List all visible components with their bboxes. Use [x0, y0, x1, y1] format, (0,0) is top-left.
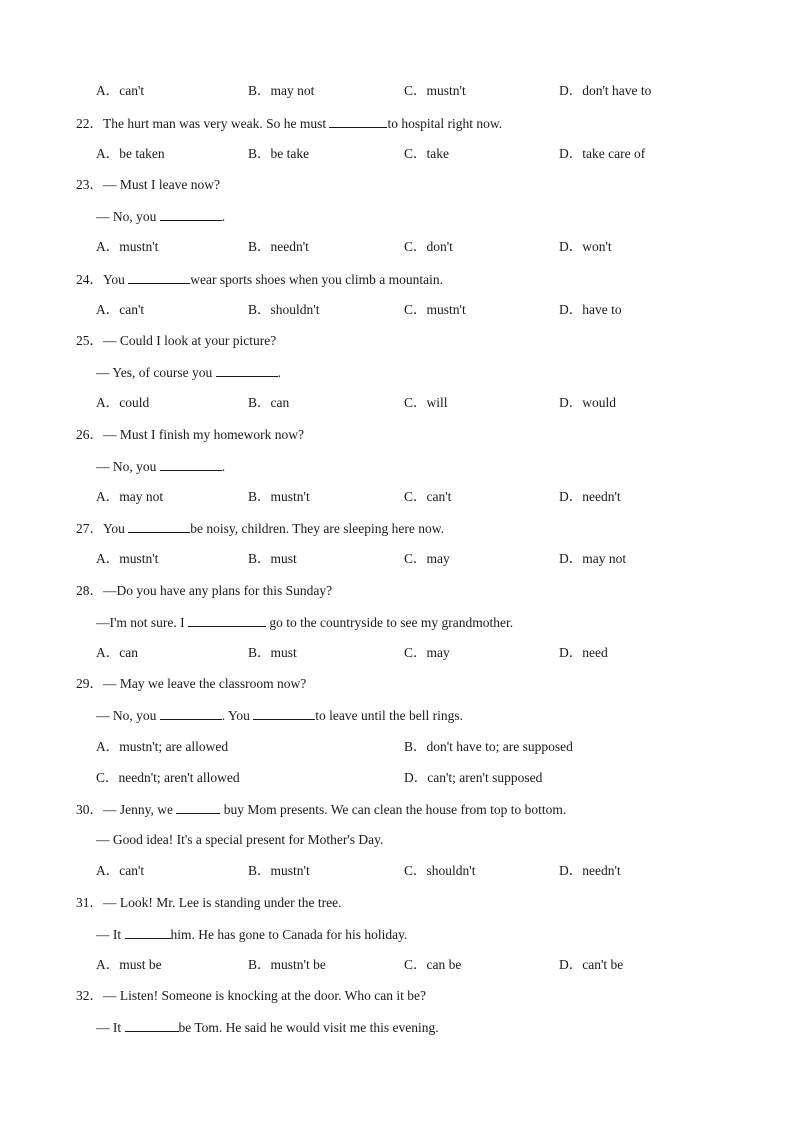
- q29-option-b: B．don't have to; are supposed: [404, 739, 573, 754]
- answer-blank: [160, 458, 222, 471]
- q24-option-b: B．shouldn't: [248, 302, 320, 317]
- q28-option-a: A．can: [96, 645, 138, 660]
- q25-option-c: C．will: [404, 395, 448, 410]
- answer-blank: [176, 801, 220, 814]
- q24-stem: 24．You wear sports shoes when you climb a mountain.: [76, 272, 443, 287]
- q31-stem: 31．— Look! Mr. Lee is standing under the tree.: [76, 895, 342, 910]
- q32-reply: — It be Tom. He said he would visit me this evening.: [96, 1020, 439, 1035]
- q27-option-b: B．must: [248, 551, 297, 566]
- q32-stem: 32．— Listen! Someone is knocking at the door. Who can it be?: [76, 988, 426, 1003]
- answer-blank: [160, 208, 222, 221]
- answer-blank: [128, 271, 190, 284]
- q30-option-a: A．can't: [96, 863, 145, 878]
- answer-blank: [125, 926, 171, 939]
- answer-blank: [128, 520, 190, 533]
- q23-option-d: D．won't: [559, 239, 612, 254]
- q26-reply: — No, you .: [96, 459, 226, 474]
- q29-reply: — No, you . You to leave until the bell rings.: [96, 708, 463, 723]
- answer-blank: [188, 614, 266, 627]
- answer-blank: [125, 1019, 179, 1032]
- q24-option-c: C．mustn't: [404, 302, 466, 317]
- q31-option-c: C．can be: [404, 957, 462, 972]
- q24-option-a: A．can't: [96, 302, 145, 317]
- q23-stem: 23．— Must I leave now?: [76, 177, 220, 192]
- q22-option-c: C．take: [404, 146, 449, 161]
- q26-option-c: C．can't: [404, 489, 452, 504]
- q30-option-d: D．needn't: [559, 863, 621, 878]
- q24-option-d: D．have to: [559, 302, 622, 317]
- q28-reply: —I'm not sure. I go to the countryside to see my grandmother.: [96, 615, 514, 630]
- q21-option-d: D．don't have to: [559, 83, 652, 98]
- q31-reply: — It him. He has gone to Canada for his holiday.: [96, 927, 408, 942]
- q25-stem: 25．— Could I look at your picture?: [76, 333, 277, 348]
- q25-option-d: D．would: [559, 395, 616, 410]
- q23-option-c: C．don't: [404, 239, 453, 254]
- q31-option-a: A．must be: [96, 957, 162, 972]
- q26-option-d: D．needn't: [559, 489, 621, 504]
- q26-option-b: B．mustn't: [248, 489, 310, 504]
- q21-option-a: A．can't: [96, 83, 145, 98]
- q30-reply: — Good idea! It's a special present for Mother's Day.: [96, 832, 384, 847]
- q26-option-a: A．may not: [96, 489, 164, 504]
- q28-option-d: D．need: [559, 645, 608, 660]
- q23-option-b: B．needn't: [248, 239, 309, 254]
- q22-option-d: D．take care of: [559, 146, 646, 161]
- q22-option-a: A．be taken: [96, 146, 165, 161]
- q26-stem: 26．— Must I finish my homework now?: [76, 427, 304, 442]
- q27-option-d: D．may not: [559, 551, 627, 566]
- q27-option-a: A．mustn't: [96, 551, 159, 566]
- q28-option-c: C．may: [404, 645, 450, 660]
- q22-stem: 22．The hurt man was very weak. So he must to hospital right now.: [76, 116, 503, 131]
- q25-option-a: A．could: [96, 395, 150, 410]
- answer-blank: [329, 115, 387, 128]
- q31-option-b: B．mustn't be: [248, 957, 326, 972]
- q25-reply: — Yes, of course you .: [96, 365, 281, 380]
- answer-blank: [160, 707, 222, 720]
- q23-option-a: A．mustn't: [96, 239, 159, 254]
- q29-option-a: A．mustn't; are allowed: [96, 739, 229, 754]
- q28-option-b: B．must: [248, 645, 297, 660]
- q23-reply: — No, you .: [96, 209, 226, 224]
- q30-option-b: B．mustn't: [248, 863, 310, 878]
- q27-stem: 27．You be noisy, children. They are sleeping here now.: [76, 521, 444, 536]
- q27-option-c: C．may: [404, 551, 450, 566]
- q21-option-b: B．may not: [248, 83, 315, 98]
- q25-option-b: B．can: [248, 395, 290, 410]
- q29-stem: 29．— May we leave the classroom now?: [76, 676, 307, 691]
- answer-blank: [253, 707, 315, 720]
- q28-stem: 28．—Do you have any plans for this Sunday?: [76, 583, 333, 598]
- q29-option-c: C．needn't; aren't allowed: [96, 770, 240, 785]
- answer-blank: [216, 364, 278, 377]
- q31-option-d: D．can't be: [559, 957, 624, 972]
- q21-option-c: C．mustn't: [404, 83, 466, 98]
- q22-option-b: B．be take: [248, 146, 310, 161]
- q30-option-c: C．shouldn't: [404, 863, 476, 878]
- q30-stem: 30．— Jenny, we buy Mom presents. We can clean the house from top to bottom.: [76, 802, 567, 817]
- q29-option-d: D．can't; aren't supposed: [404, 770, 543, 785]
